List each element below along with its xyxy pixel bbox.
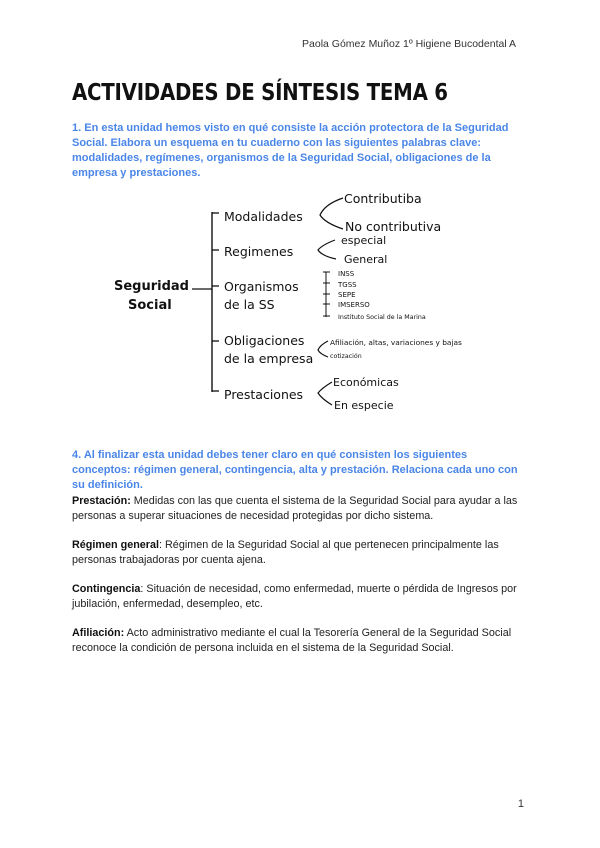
definition-term: Contingencia xyxy=(72,583,141,595)
sub-general: General xyxy=(344,253,388,266)
sub-imserso: IMSERSO xyxy=(338,301,370,309)
diagram-root-line1: Seguridad xyxy=(114,279,189,294)
definition-prestacion xyxy=(72,494,532,524)
branch-regimenes: Regimenes xyxy=(224,244,294,259)
diagram-root-line2: Social xyxy=(128,298,172,313)
definition-regimen-general xyxy=(72,538,532,568)
branch-modalidades: Modalidades xyxy=(224,209,303,224)
page-title: ACTIVIDADES DE SÍNTESIS TEMA 6 xyxy=(72,80,448,106)
definition-text: : Régimen de la Seguridad Social al que pertenecen principalmente las personas trabajadoras por cuenta ajena. xyxy=(72,539,499,566)
definition-term: Régimen general xyxy=(72,539,160,551)
definition-text: : Situación de necesidad, como enfermedad, muerte o pérdida de Ingresos por jubilación, enfermedad, desempleo, etc. xyxy=(72,583,517,610)
sub-en-especie: En especie xyxy=(334,399,394,412)
bracket-modalidades xyxy=(320,198,343,229)
definition-afiliacion xyxy=(72,626,532,656)
question-4: 4. Al finalizar esta unidad debes tener claro en qué consisten los siguientes conceptos: régimen general, contingencia, alta y prestación. Relaciona cada uno con su definición. xyxy=(72,449,518,491)
sub-no-contributiva: No contributiva xyxy=(345,219,442,234)
question-1: 1. En esta unidad hemos visto en qué consiste la acción protectora de la Seguridad Social. Elabora un esquema en tu cuaderno con las siguientes palabras clave: modalidades, regímenes, organismos de la Seguridad Social, obligaciones de la empresa y prestaciones. xyxy=(72,122,509,179)
bracket-obligaciones xyxy=(318,341,328,357)
branch-obligaciones-line1: Obligaciones xyxy=(224,333,305,348)
sub-instituto-marina: Instituto Social de la Marina xyxy=(338,314,426,321)
branch-organismos-line2: de la SS xyxy=(224,297,275,312)
sub-economicas: Económicas xyxy=(333,376,399,389)
page-number: 1 xyxy=(517,798,524,810)
sub-tgss: TGSS xyxy=(338,281,357,289)
sub-sepe: SEPE xyxy=(338,291,356,299)
sub-afiliacion-altas: Afiliación, altas, variaciones y bajas xyxy=(330,338,462,347)
bracket-regimenes xyxy=(318,240,336,259)
definition-term: Afiliación: xyxy=(72,627,125,639)
definition-term: Prestación: xyxy=(72,495,131,507)
definition-text: Acto administrativo mediante el cual la Tesorería General de la Seguridad Social reconoce la condición de persona incluida en el sistema de la Seguridad Social. xyxy=(72,627,512,654)
header-author: Paola Gómez Muñoz 1º Higiene Bucodental A xyxy=(302,38,516,50)
definition-text: Medidas con las que cuenta el sistema de la Seguridad Social para ayudar a las personas a superar situaciones de necesidad protegidas por dicho sistema. xyxy=(72,495,518,522)
branch-obligaciones-line2: de la empresa xyxy=(224,351,314,366)
sub-inss: INSS xyxy=(338,270,355,278)
sub-contributiba: Contributiba xyxy=(344,191,422,206)
branch-prestaciones: Prestaciones xyxy=(224,387,304,402)
bracket-organismos xyxy=(323,272,330,317)
sub-especial: especial xyxy=(341,234,387,247)
branch-organismos-line1: Organismos xyxy=(224,279,299,294)
sub-cotizacion: cotización xyxy=(330,353,362,360)
bracket-prestaciones xyxy=(318,382,332,405)
definition-contingencia xyxy=(72,582,532,612)
